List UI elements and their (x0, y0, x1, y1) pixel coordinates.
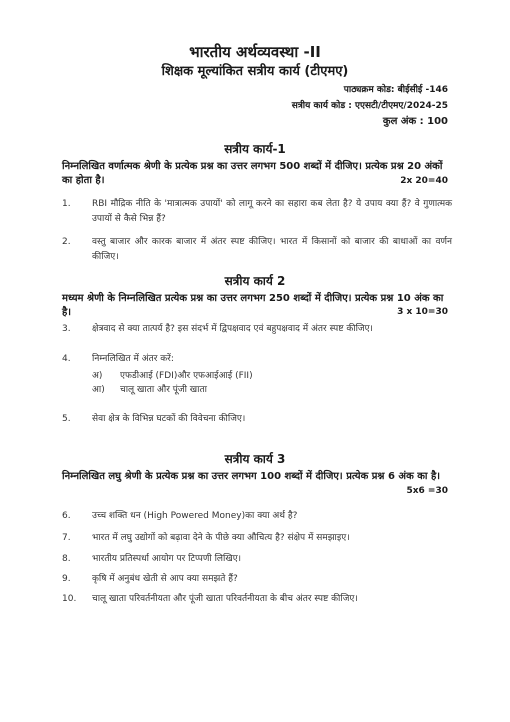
assignment-1-heading: सत्रीय कार्य-1 (224, 142, 286, 156)
assignment-2-heading: सत्रीय कार्य 2 (224, 274, 286, 288)
question-text: RBI मौद्रिक नीति के 'मात्रात्मक उपायों' को लागू करने का सहारा कब लेता है? ये उपाय क्या हैं? वे गुणात्मक उपायों से कैसे भिन्न हैं? (92, 199, 452, 224)
question-number: 3. (62, 324, 71, 334)
document-title: भारतीय अर्थव्यवस्था -II (189, 43, 321, 61)
question-number: 7. (62, 533, 71, 543)
question-1 (62, 197, 452, 227)
question-text: भारतीय प्रतिस्पर्धा आयोग पर टिप्पणी लिखिए। (92, 554, 242, 564)
question-text: सेवा क्षेत्र के विभिन्न घटकों की विवेचना कीजिए। (92, 414, 246, 424)
assignment-3-heading: सत्रीय कार्य 3 (224, 452, 286, 466)
assignment-3-marks: 5x6 =30 (406, 486, 448, 496)
question-number: 2. (62, 237, 71, 247)
question-text: वस्तु बाजार और कारक बाजार में अंतर स्पष्ट कीजिए। भारत में किसानों को बाजार की बाधाओं का वर्णन कीजिए। (92, 237, 452, 262)
question-number: 1. (62, 199, 71, 209)
question-number: 4. (62, 354, 71, 364)
document-subtitle: शिक्षक मूल्यांकित सत्रीय कार्य (टीएमए) (161, 64, 349, 79)
question-7 (62, 531, 452, 546)
question-4 (62, 352, 452, 367)
question-number: 9. (62, 574, 71, 584)
question-text: निम्नलिखित में अंतर करें: (92, 354, 174, 364)
total-marks: कुल अंक : 100 (382, 116, 448, 127)
sub-item-text: एफडीआई (FDI)और एफआईआई (FII) (120, 371, 253, 381)
question-text: कृषि में अनुबंध खेती से आप क्या समझते हैं? (92, 574, 238, 584)
question-10 (62, 592, 452, 607)
sub-item-text: चालू खाता और पूंजी खाता (120, 385, 207, 395)
question-number: 6. (62, 511, 71, 521)
assignment-2-instruction: मध्यम श्रेणी के निम्नलिखित प्रत्येक प्रश्न का उत्तर लगभग 250 शब्दों में दीजिए। प्रत्येक प्रश्न 10 अंक का है। (62, 293, 444, 318)
sub-item-label: आ) (92, 385, 105, 395)
question-number: 8. (62, 554, 71, 564)
question-text: उच्च शक्ति धन (High Powered Money)का क्या अर्थ है? (92, 511, 298, 521)
question-3 (62, 322, 452, 337)
assignment-code: सत्रीय कार्य कोड : एएसटी/टीएमए/2024-25 (291, 101, 448, 111)
sub-item-label: अ) (92, 371, 103, 381)
question-5 (62, 412, 452, 427)
question-number: 5. (62, 414, 71, 424)
question-number: 10. (62, 594, 77, 604)
question-text: भारत में लघु उद्योगों को बढ़ावा देने के पीछे क्या औचित्य है? संक्षेप में समझाइए। (92, 533, 350, 543)
question-6 (62, 509, 452, 524)
question-text: क्षेत्रवाद से क्या तात्पर्य है? इस संदर्भ में द्विपक्षवाद एवं बहुपक्षवाद में अंतर स्पष्ट कीजिए। (92, 324, 373, 334)
question-8 (62, 552, 452, 567)
question-9 (62, 572, 452, 587)
question-text: चालू खाता परिवर्तनीयता और पूंजी खाता परिवर्तनीयता के बीच अंतर स्पष्ट कीजिए। (92, 594, 358, 604)
assignment-1-instruction: निम्नलिखित वर्णात्मक श्रेणी के प्रत्येक प्रश्न का उत्तर लगभग 500 शब्दों में दीजिए। प्रत्येक प्रश्न 20 अंकों का होता है। (62, 161, 443, 186)
assignment-1-marks: 2x 20=40 (400, 176, 448, 186)
assignment-2-marks: 3 x 10=30 (397, 307, 448, 317)
assignment-3-instruction: निम्नलिखित लघु श्रेणी के प्रत्येक प्रश्न का उत्तर लगभग 100 शब्दों में दीजिए। प्रत्येक प्रश्न 6 अंक का है। (62, 471, 441, 482)
course-code: पाठ्यक्रम कोड: बीईसीई -146 (343, 85, 448, 95)
question-2 (62, 235, 452, 265)
